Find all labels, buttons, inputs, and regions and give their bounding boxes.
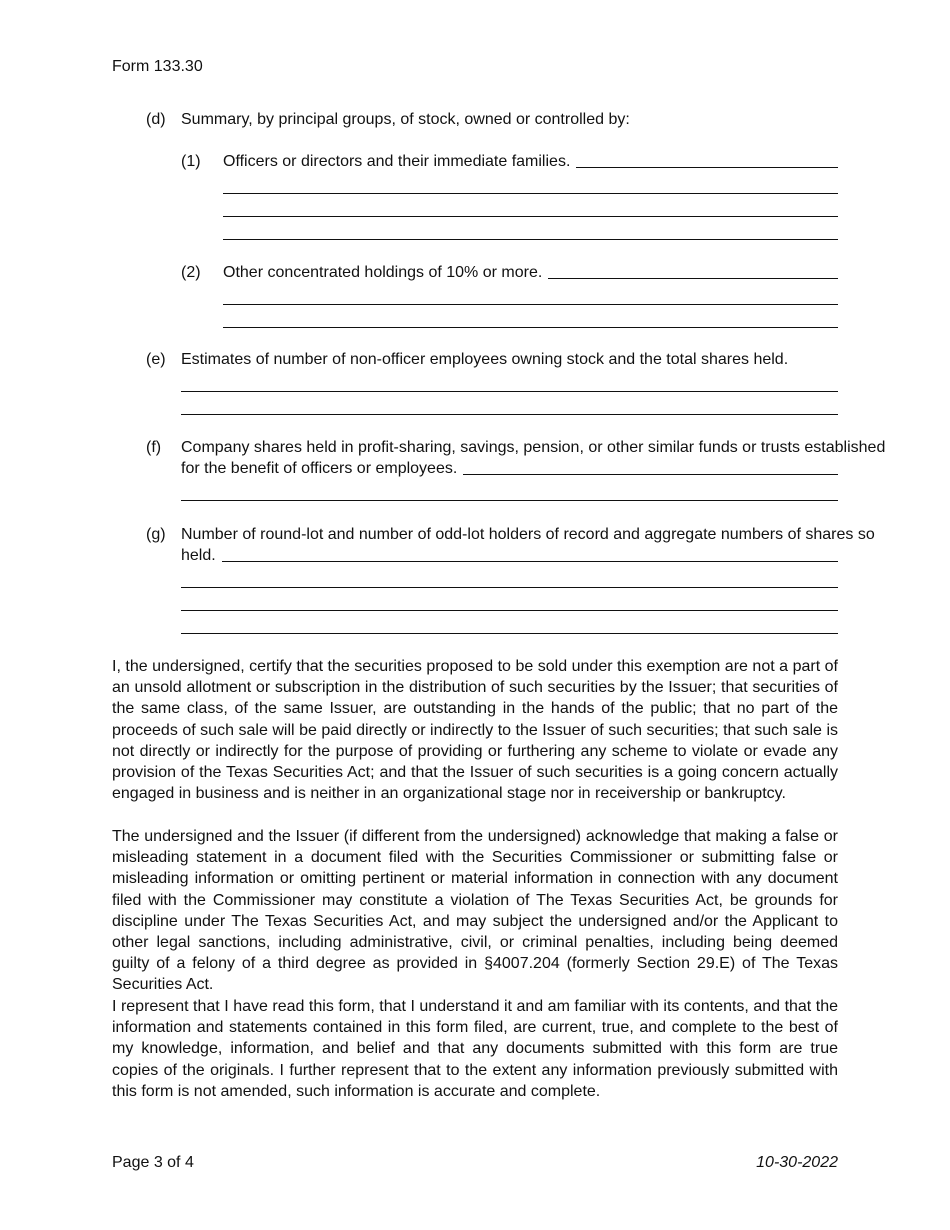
section-f-answer-line-1[interactable]	[463, 474, 838, 475]
section-e-answer-line-1[interactable]	[181, 391, 838, 392]
section-d1-answer-line-4[interactable]	[223, 239, 838, 240]
section-g-text-line-2: held.	[181, 547, 216, 564]
section-d1-line	[223, 152, 838, 172]
section-g-label: (g)	[146, 526, 166, 543]
section-d-label: (d)	[146, 111, 166, 128]
section-d2-line	[223, 263, 838, 283]
section-d1-label: (1)	[181, 153, 201, 170]
certification-paragraph-1: I, the undersigned, certify that the securities proposed to be sold under this exemption are not a part of an unsold allotment or subscription in the distribution of such securities by the Issuer; that securities of the same class, of the same Issuer, are outstanding in the hands of the public; that no part of the proceeds of such sale will be paid directly or indirectly to the Issuer of such securities; that such sale is not directly or indirectly for the purpose of providing or furthering any scheme to violate or evade any provision of the Texas Securities Act; and that the Issuer of such securities is a going concern actually engaged in business and is neither in an organizational stage nor in receivership or bankruptcy.	[112, 658, 838, 803]
section-g-answer-line-2[interactable]	[181, 587, 838, 588]
section-f-text-line-1: Company shares held in profit-sharing, savings, pension, or other similar funds or trusts established	[181, 439, 886, 456]
section-f-line-2	[181, 459, 838, 479]
section-g-line-2	[181, 546, 838, 566]
section-g-answer-line-3[interactable]	[181, 610, 838, 611]
section-f-answer-line-2[interactable]	[181, 500, 838, 501]
section-d2-answer-line-1[interactable]	[548, 278, 838, 279]
section-d1-text: Officers or directors and their immediate families.	[223, 153, 571, 170]
form-number: Form 133.30	[112, 58, 203, 75]
section-f-label: (f)	[146, 439, 162, 456]
section-e-answer-line-2[interactable]	[181, 414, 838, 415]
section-e-text: Estimates of number of non-officer employees owning stock and the total shares held.	[181, 351, 789, 368]
section-d2-answer-line-2[interactable]	[223, 304, 838, 305]
section-d1-answer-line-1[interactable]	[576, 167, 838, 168]
revision-date: 10-30-2022	[756, 1154, 838, 1171]
certification-paragraph-2: The undersigned and the Issuer (if different from the undersigned) acknowledge that making a false or misleading statement in a document filed with the Securities Commissioner or submitting false or misleading information or omitting pertinent or material information in connection with any document filed with the Commissioner may constitute a violation of The Texas Securities Act, be grounds for discipline under The Texas Securities Act, and may subject the undersigned and/or the Applicant to other legal sanctions, including administrative, civil, or criminal penalties, including being deemed guilty of a felony of a third degree as provided in §4007.204 (formerly Section 29.E) of The Texas Securities Act.	[112, 828, 838, 994]
section-d1-answer-line-2[interactable]	[223, 193, 838, 194]
section-f-text-line-2: for the benefit of officers or employees.	[181, 460, 458, 477]
section-g-text-line-1: Number of round-lot and number of odd-lot holders of record and aggregate numbers of shares so	[181, 526, 875, 543]
section-g-answer-line-1[interactable]	[222, 561, 838, 562]
certification-paragraph-3: I represent that I have read this form, that I understand it and am familiar with its contents, and that the information and statements contained in this form filed, are current, true, and complete to the best of my knowledge, information, and belief and that any documents submitted with this form are true copies of the originals. I further represent that to the extent any information previously submitted with this form is not amended, such information is accurate and complete.	[112, 998, 838, 1100]
page-number: Page 3 of 4	[112, 1154, 194, 1171]
section-d2-label: (2)	[181, 264, 201, 281]
section-e-label: (e)	[146, 351, 166, 368]
section-d2-text: Other concentrated holdings of 10% or more.	[223, 264, 543, 281]
section-g-answer-line-4[interactable]	[181, 633, 838, 634]
section-d-text: Summary, by principal groups, of stock, owned or controlled by:	[181, 111, 630, 128]
section-d1-answer-line-3[interactable]	[223, 216, 838, 217]
section-d2-answer-line-3[interactable]	[223, 327, 838, 328]
